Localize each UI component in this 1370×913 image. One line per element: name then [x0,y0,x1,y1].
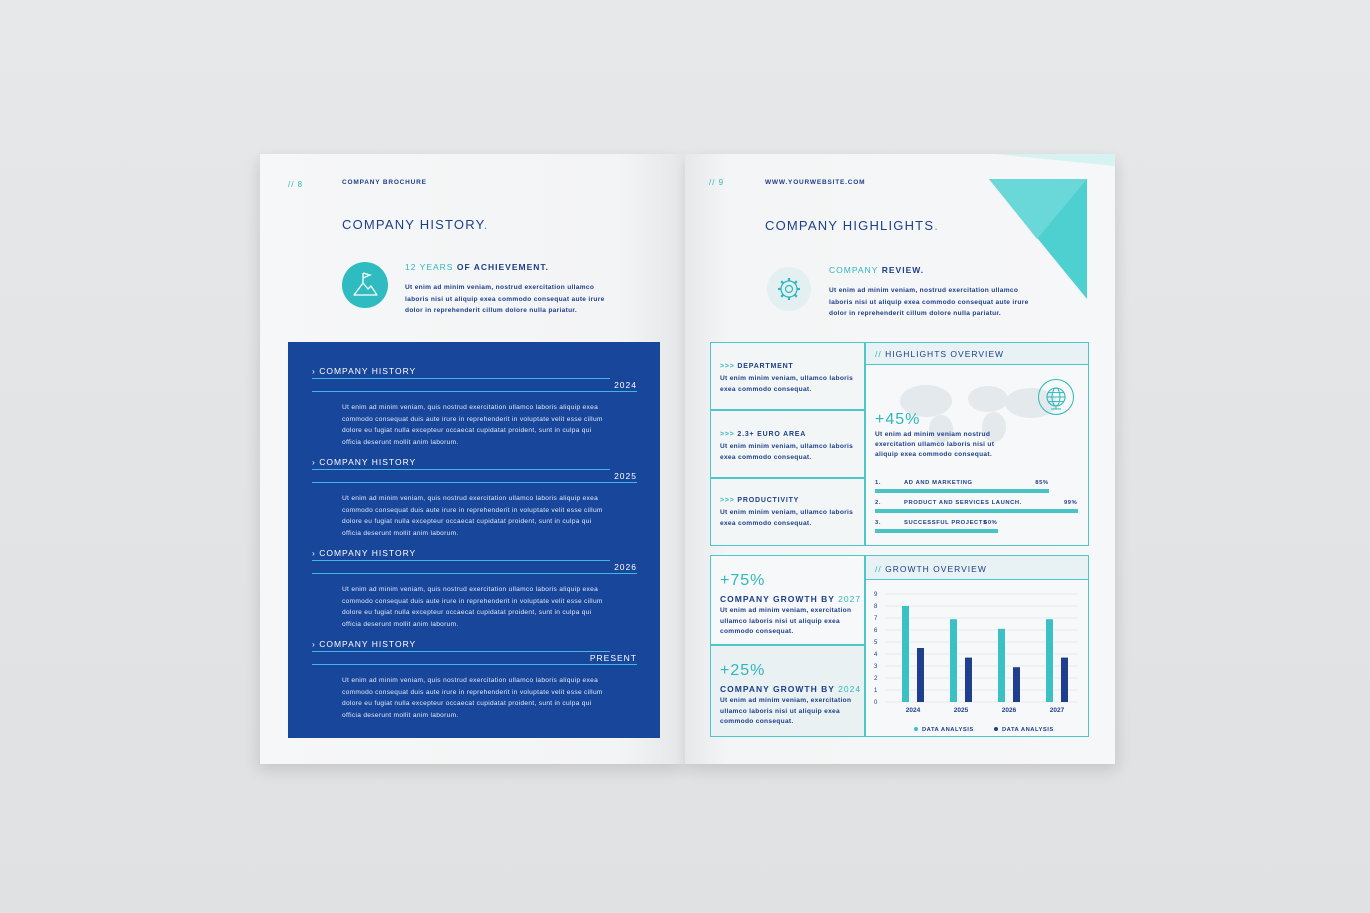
x-tick-label: 2025 [953,707,969,714]
bar [1013,667,1020,702]
history-text: Ut enim ad minim veniam, quis nostrud exercitation ullamco laboris aliquip exea commodo consequat duis aute irure in reprehenderit in voluptate velit esse cillum dolore eu fugiat nulla excepteur occaecat cupidatat proident, sunt in culpa qui officia deserunt mollit anim laborum. [342,586,603,628]
y-tick-label: 5 [874,640,878,646]
progress-bars [875,480,1080,540]
divider [312,651,610,652]
divider [312,391,637,392]
y-tick-label: 3 [874,664,878,670]
progress-label: SUCCESSFUL PROJECTS [904,520,988,526]
growth-value: +25% [720,662,766,679]
history-heading: › COMPANY HISTORY [312,366,417,376]
legend-dot [914,727,918,731]
growth-text: Ut enim ad minim veniam, exercitation ullamco laboris nisi ut aliquip exea commodo consequat. [720,607,852,635]
progress-label: PRODUCT AND SERVICES LAUNCH. [904,500,1022,506]
y-tick-label: 6 [874,628,878,634]
y-tick-label: 0 [874,700,878,706]
cell-heading: >>> DEPARTMENT [720,363,794,370]
cell-text: Ut enim minim veniam, ullamco laboris exea commodo consequat. [720,443,854,461]
growth-label: COMPANY GROWTH BY 2027 [720,594,862,604]
progress-percent: 60% [984,520,998,526]
bar [902,606,909,702]
cell-heading: >>> PRODUCTIVITY [720,497,800,504]
progress-num: 3. [875,520,882,526]
x-tick-label: 2026 [1001,707,1017,714]
divider [312,664,637,665]
growth-text: Ut enim ad minim veniam, exercitation ullamco laboris nisi ut aliquip exea commodo consequat. [720,697,852,725]
legend-label: DATA ANALYSIS [1002,727,1054,733]
corner-triangle-decoration [975,154,1115,304]
panel-title: // GROWTH OVERVIEW [875,564,987,574]
divider [312,560,610,561]
page-header: COMPANY BROCHURE [342,179,427,186]
history-year: PRESENT [589,653,637,663]
achievement-text: Ut enim ad minim veniam, nostrud exercitation ullamco laboris nisi ut aliquip exea commodo consequat aute irure dolor in reprehenderit cillum dolore nulla pariatur. [405,284,605,314]
right-page [685,154,1115,764]
y-tick-label: 9 [874,592,878,598]
highlights-overview-panel [865,342,1089,546]
history-entry-3 [312,548,637,630]
panel-header [866,556,1088,580]
history-entry-4 [312,639,637,721]
history-heading: › COMPANY HISTORY [312,457,417,467]
bar [1046,619,1053,702]
growth-cell-2024 [710,645,865,737]
page-number: // 8 [288,180,304,189]
panel-title: // HIGHLIGHTS OVERVIEW [875,349,1005,359]
cell-heading: >>> 2.3+ EURO AREA [720,431,807,438]
progress-bar [875,509,1078,513]
legend-dot [994,727,998,731]
bar [998,629,1005,702]
gear-icon [767,267,811,311]
growth-overview-panel [865,555,1089,737]
y-tick-label: 4 [874,652,878,658]
history-entry-1 [312,366,637,448]
progress-bar [875,489,1049,493]
review-text: Ut enim ad minim veniam, nostrud exercitation ullamco laboris nisi ut aliquip exea commodo consequat aute irure dolor in reprehenderit cillum dolore nulla pariatur. [829,287,1029,317]
history-heading: › COMPANY HISTORY [312,639,417,649]
flag-mountain-icon [342,262,388,308]
progress-percent: 99% [1063,500,1078,506]
achievement-title: 12 YEARS OF ACHIEVEMENT. [405,262,549,272]
cell-text: Ut enim minim veniam, ullamco laboris exea commodo consequat. [720,375,854,393]
history-year: 2026 [614,562,637,572]
divider [312,469,610,470]
y-tick-label: 2 [874,676,878,682]
progress-bar [875,529,998,533]
highlights-text: Ut enim ad minim veniam nostrud exercitation ullamco laboris nisi ut aliquip exea commodo consequat. [875,431,995,458]
divider [312,378,610,379]
y-tick-label: 1 [874,688,878,694]
history-text: Ut enim ad minim veniam, quis nostrud exercitation ullamco laboris aliquip exea commodo consequat duis aute irure in reprehenderit in voluptate velit esse cillum dolore eu fugiat nulla excepteur occaecat cupidatat proident, sunt in culpa qui officia deserunt mollit anim laborum. [342,404,603,446]
divider [312,482,637,483]
history-year: 2024 [614,380,637,390]
bar [1061,658,1068,702]
growth-cell-2027 [710,555,865,645]
cell-productivity [710,478,865,546]
x-tick-label: 2027 [1049,707,1065,714]
cell-department [710,342,865,410]
progress-num: 1. [875,480,882,486]
progress-percent: 85% [1035,480,1049,486]
page-header: WWW.YOURWEBSITE.COM [765,179,866,186]
globe-badge [1038,379,1074,415]
growth-bar-chart [866,584,1088,736]
history-heading: › COMPANY HISTORY [312,548,417,558]
review-title: COMPANY REVIEW. [829,265,925,275]
highlights-big-value: +45% [875,411,921,428]
left-page [260,154,685,764]
legend-label: DATA ANALYSIS [922,727,974,733]
growth-value: +75% [720,572,766,589]
globe-icon [1039,380,1073,414]
page-title: COMPANY HISTORY. [342,217,489,232]
x-tick-label: 2024 [905,707,921,714]
history-entry-2 [312,457,637,539]
achievement-badge [342,262,388,308]
y-tick-label: 8 [874,604,878,610]
history-text: Ut enim ad minim veniam, quis nostrud exercitation ullamco laboris aliquip exea commodo consequat duis aute irure in reprehenderit in voluptate velit esse cillum dolore eu fugiat nulla excepteur occaecat cupidatat proident, sunt in culpa qui officia deserunt mollit anim laborum. [342,677,603,719]
history-text: Ut enim ad minim veniam, quis nostrud exercitation ullamco laboris aliquip exea commodo consequat duis aute irure in reprehenderit in voluptate velit esse cillum dolore eu fugiat nulla excepteur occaecat cupidatat proident, sunt in culpa qui officia deserunt mollit anim laborum. [342,495,603,537]
gear-badge [767,267,811,311]
y-tick-label: 7 [874,616,878,622]
bar [950,619,957,702]
bar [965,658,972,702]
page-title: COMPANY HIGHLIGHTS. [765,218,940,233]
bar [917,648,924,702]
cell-text: Ut enim minim veniam, ullamco laboris exea commodo consequat. [720,509,854,527]
history-year: 2025 [614,471,637,481]
cell-euro-area [710,410,865,478]
page-number: // 9 [709,178,725,187]
progress-label: AD AND MARKETING [904,480,973,486]
growth-label: COMPANY GROWTH BY 2024 [720,684,862,694]
panel-header [866,343,1088,365]
divider [312,573,637,574]
progress-num: 2. [875,500,882,506]
history-panel [288,342,660,738]
